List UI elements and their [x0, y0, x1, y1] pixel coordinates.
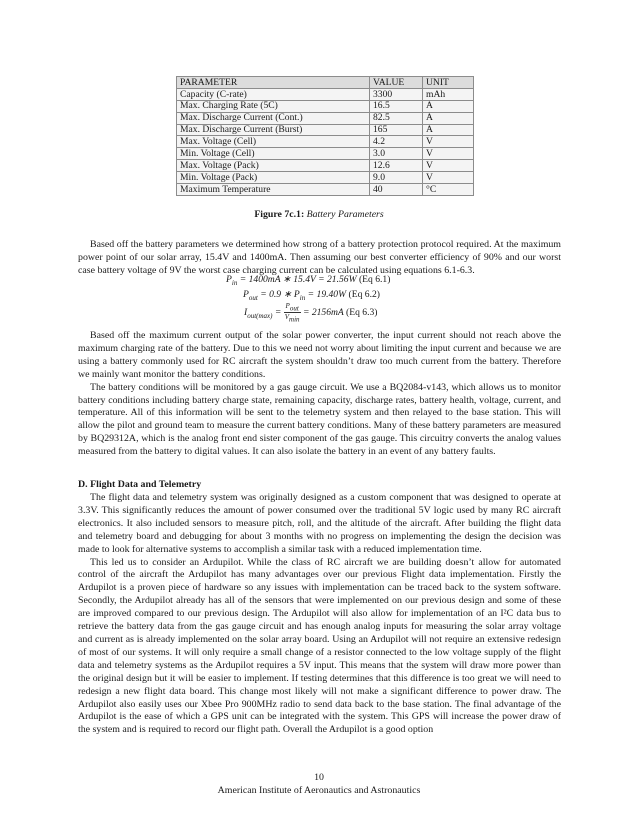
caption-text: Battery Parameters [306, 209, 384, 220]
table-row [177, 184, 474, 196]
parameter-cell: Min. Voltage (Cell) [177, 148, 370, 160]
value-cell: 9.0 [370, 172, 423, 184]
footer-organization: American Institute of Aeronautics and Astronautics [217, 785, 421, 796]
paragraph: The flight data and telemetry system was originally designed as a custom component that was designed to operate at 3.3V. This significantly reduces the amount of power consumed over the traditional 5V logic used by many RC aircraft electronics. It also included sensors to measure pitch, roll, and the altitude of the aircraft. After building the flight data and telemetry board and debugging for about 3 months with no progress on implementing the design the decision was made to look for alternative systems to accomplish a similar task with a reduced implementation time. [78, 492, 561, 555]
table-body [177, 88, 474, 195]
equation-tag: (Eq 6.1) [358, 274, 391, 285]
parameter-cell: Capacity (C-rate) [177, 88, 370, 100]
battery-paragraphs [78, 330, 561, 459]
unit-cell: A [423, 112, 474, 124]
parameter-cell: Max. Voltage (Cell) [177, 136, 370, 148]
table-row [177, 160, 474, 172]
parameter-cell: Max. Discharge Current (Cont.) [177, 112, 370, 124]
caption-label: Figure 7c.1: [254, 209, 305, 220]
value-cell: 82.5 [370, 112, 423, 124]
unit-cell: V [423, 136, 474, 148]
figure-caption [0, 209, 638, 220]
telemetry-paragraphs [78, 492, 561, 737]
unit-cell: V [423, 148, 474, 160]
header-value: VALUE [370, 77, 423, 89]
parameter-cell: Maximum Temperature [177, 184, 370, 196]
unit-cell: mAh [423, 88, 474, 100]
table-row [177, 88, 474, 100]
table-row [177, 136, 474, 148]
equation-6-2: $P_{out} = 0.9$ ∗ $P_{in} = 19.40W$ (Eq 6.2) [243, 289, 380, 302]
table-row [177, 100, 474, 112]
paragraph: The battery conditions will be monitored by a gas gauge circuit. We use a BQ2084-v143, which allows us to monitor battery conditions including battery charge state, remaining capacity, discharge rates, battery health, voltage, current, and temperature. All of this information will be sent to the telemetry system and then relayed to the base station. This will allow the pilot and ground team to measure the current battery conditions. Many of these battery parameters are measured by BQ29312A, which is the analog front end sister component of the gas gauge. This circuitry converts the analog values measured from the battery to digital values. It can also isolate the battery in an event of any battery faults. [78, 381, 561, 458]
value-cell: 12.6 [370, 160, 423, 172]
equation-6-1: $P_{in} = 1400mA$ ∗ 15.4V = 21.56W (Eq 6.1) [226, 274, 391, 287]
value-cell: 3.0 [370, 148, 423, 160]
table-row [177, 148, 474, 160]
parameter-cell: Max. Voltage (Pack) [177, 160, 370, 172]
equation-6-3: $I_{out(max)}$ = $\frac{P_{out}}{V_{min}}$ = 2156mA (Eq 6.3) [244, 302, 378, 324]
paragraph: This led us to consider an Ardupilot. While the class of RC aircraft we are building doesn’t allow for automated control of the aircraft the Ardupilot has many advantages over our previous Flight data implementation. Firstly the Ardupilot is a proven piece of hardware so any issues with implementation can be traced back to the system software. Secondly, the Ardupilot already has all of the sensors that were implemented on our previous design and some of these are improved compared to our previous design. The Ardupilot will also allow for implementation of an I²C data bus to retrieve the battery data from the gas gauge circuit and has enough analog inputs for measuring the solar array voltage and current as is already implemented on the solar array board. Using an Ardupilot will not require an extensive redesign of most of our systems. It will only require a small change of a resistor connected to the low voltage supply of the flight data and telemetry systems as the Ardupilot requires a 5V input. This means that the system will draw more power than the original design but it will be easier to implement. If testing determines that this difference is too great we will need to redesign a new flight data board. This change most likely will not make a significant difference to power draw. The Ardupilot also easily uses our Xbee Pro 900MHz radio to send data back to the base station. The final advantage of the Ardupilot is the ease of which a GPS unit can be integrated with the system. This GPS will increase the power draw of the system and is required to record our flight path. Overall the Ardupilot is a good option [78, 556, 561, 736]
parameter-cell: Min. Voltage (Pack) [177, 172, 370, 184]
unit-cell: A [423, 100, 474, 112]
unit-cell: V [423, 160, 474, 172]
battery-parameters-table [176, 76, 474, 196]
equation-tag: (Eq 6.3) [346, 307, 378, 319]
table-row [177, 112, 474, 124]
intro-paragraph-block [78, 239, 561, 278]
intro-paragraph: Based off the battery parameters we determined how strong of a battery protection protocol required. At the maximum power point of our solar array, 15.4V and 1400mA. Then assuming our best converter efficiency of 90% and our worst case battery voltage of 9V the worst case charging current can be calculated using equations 6.1-6.3. [78, 239, 561, 276]
value-cell: 165 [370, 124, 423, 136]
equation-fraction: $\frac{P_{out}}{V_{min}}$ [284, 302, 300, 324]
table-row [177, 124, 474, 136]
parameter-cell: Max. Discharge Current (Burst) [177, 124, 370, 136]
header-unit: UNIT [423, 77, 474, 89]
unit-cell: V [423, 172, 474, 184]
value-cell: 4.2 [370, 136, 423, 148]
header-parameter: PARAMETER [177, 77, 370, 89]
page-number: 10 [314, 772, 324, 783]
value-cell: 16.5 [370, 100, 423, 112]
value-cell: 3300 [370, 88, 423, 100]
value-cell: 40 [370, 184, 423, 196]
paragraph: Based off the maximum current output of the solar power converter, the input current should not reach above the maximum charging rate of the battery. Due to this we need not worry about limiting the input current and because we are using a battery commonly used for RC aircraft the system shouldn’t draw too much current from the battery. Therefore we mainly want monitor the battery conditions. [78, 330, 561, 380]
equation-tag: (Eq 6.2) [348, 289, 380, 300]
table-header-row [177, 77, 474, 89]
section-heading: D. Flight Data and Telemetry [78, 479, 202, 490]
unit-cell: °C [423, 184, 474, 196]
unit-cell: A [423, 124, 474, 136]
parameter-cell: Max. Charging Rate (5C) [177, 100, 370, 112]
table-row [177, 172, 474, 184]
